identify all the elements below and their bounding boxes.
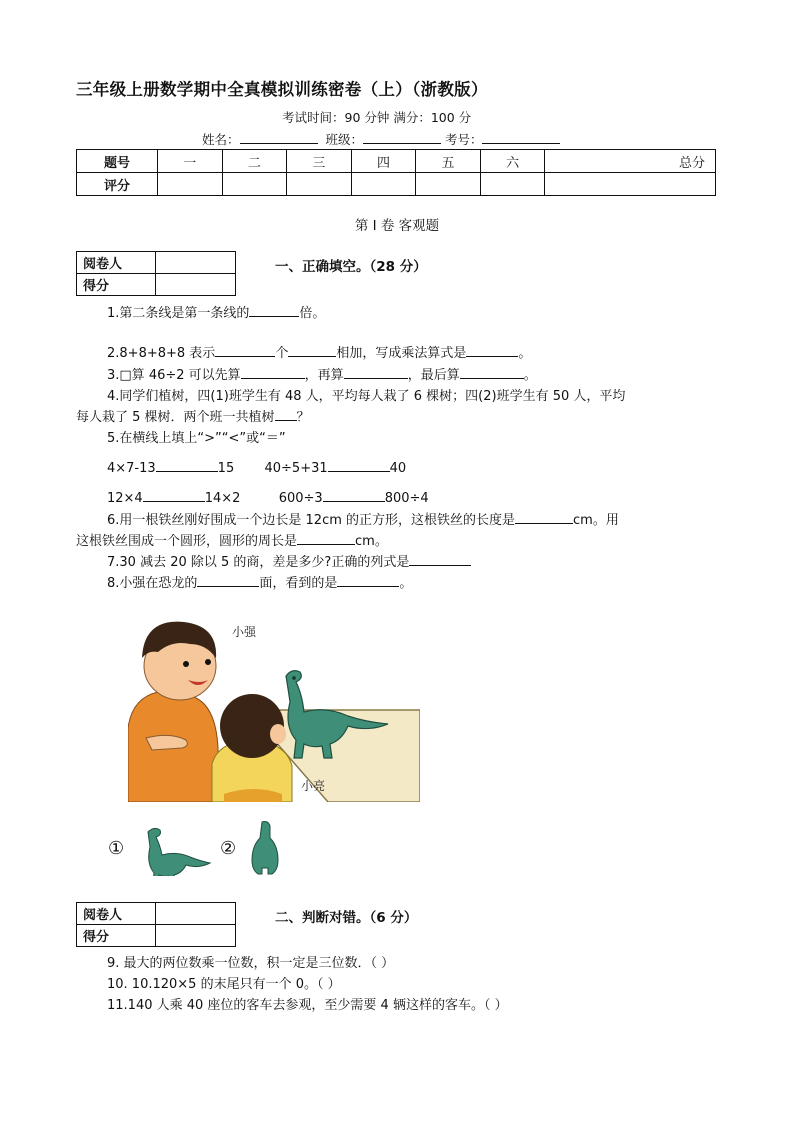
q5-expr: 15 [217, 461, 235, 476]
score-cell[interactable] [416, 173, 481, 196]
section1-title: 一、正确填空。（28 分） [275, 259, 427, 275]
number-blank[interactable] [482, 130, 560, 144]
volume-title: 第 I 卷 客观题 [354, 218, 440, 234]
q5-expr: 4×7-13 [107, 461, 156, 476]
q4-text-end: ？ [296, 410, 310, 425]
question-3 [107, 364, 537, 383]
row-label: 题号 [77, 150, 158, 173]
q4-blank[interactable] [275, 408, 297, 421]
q2-text-end: 。 [518, 346, 532, 361]
score-label: 得分 [77, 925, 156, 947]
col-header: 总分 [545, 150, 716, 173]
score-cell[interactable] [480, 173, 545, 196]
score-table [76, 149, 716, 196]
q2-text: 2.8+8+8+8 表示 [107, 346, 216, 361]
q5-expr: 800÷4 [384, 491, 429, 506]
q7-text: 7.30 减去 20 除以 5 的商，差是多少?正确的列式是 [107, 555, 410, 570]
section2-title: 二、判断对错。（6 分） [275, 910, 418, 926]
question-7 [107, 551, 471, 570]
reviewer-label: 阅卷人 [77, 903, 156, 925]
reviewer-label: 阅卷人 [77, 252, 156, 274]
q7-blank[interactable] [409, 553, 471, 566]
score-cell[interactable] [351, 173, 416, 196]
q6-text: 6.用一根铁丝刚好围成一个边长是 12cm 的正方形，这根铁丝的长度是 [107, 513, 516, 528]
score-table-header-row [77, 150, 716, 173]
name-blank[interactable] [240, 130, 318, 144]
q5-blank[interactable] [143, 489, 205, 502]
option-1-marker[interactable]: ① [108, 838, 125, 859]
class-label: 班级： [325, 132, 363, 147]
score-cell[interactable] [545, 173, 716, 196]
student-info [202, 130, 560, 148]
score-cell[interactable] [156, 925, 236, 947]
q6-blank-1[interactable] [515, 511, 573, 524]
question-8 [107, 572, 412, 591]
q6-text: cm。用 [573, 513, 619, 528]
label-xiaoliang: 小亮 [301, 779, 326, 793]
q3-blank-2[interactable] [344, 366, 408, 379]
class-blank[interactable] [363, 130, 441, 144]
score-cell[interactable] [156, 274, 236, 296]
question-11: 11.140 人乘 40 座位的客车去参观，至少需要 4 辆这样的客车。（ ） [107, 998, 508, 1013]
q3-text: ，最后算 [407, 368, 460, 383]
score-cell[interactable] [287, 173, 352, 196]
score-cell[interactable] [222, 173, 287, 196]
grader-box-2 [76, 902, 236, 947]
q8-text: 面，看到的是 [259, 576, 338, 591]
q4-text: 每人栽了 5 棵树．两个班一共植树 [76, 410, 275, 425]
q8-blank-1[interactable] [197, 574, 259, 587]
q3-blank-3[interactable] [460, 366, 524, 379]
question-4-line-2 [76, 406, 310, 425]
number-label: 考号： [444, 132, 483, 147]
q6-text: cm。 [355, 534, 388, 549]
q5-blank[interactable] [323, 489, 385, 502]
question-5-row-2 [107, 489, 429, 506]
grader-box-1 [76, 251, 236, 296]
question-9: 9. 最大的两位数乘一位数，积一定是三位数．（ ） [107, 956, 395, 971]
q2-text: 相加，写成乘法算式是 [336, 346, 467, 361]
option-2-dinosaur-back-view[interactable] [250, 820, 280, 876]
col-header: 五 [416, 150, 481, 173]
dinosaur-back-icon [250, 820, 280, 876]
q3-text: ，再算 [304, 368, 344, 383]
q3-text: 3.□算 46÷2 可以先算 [107, 368, 241, 383]
reviewer-cell[interactable] [156, 252, 236, 274]
q5-expr: 12×4 [107, 491, 143, 506]
q1-blank[interactable] [249, 304, 299, 317]
question-6-line-1 [107, 509, 619, 528]
q6-blank-2[interactable] [297, 532, 355, 545]
question-6-line-2 [76, 530, 388, 549]
option-1-dinosaur-side-view[interactable] [140, 824, 212, 876]
question-10: 10. 10.120×5 的末尾只有一个 0。（ ） [107, 977, 341, 992]
q6-text: 这根铁丝围成一个圆形，圆形的周长是 [76, 534, 298, 549]
row-label: 评分 [77, 173, 158, 196]
option-2-marker[interactable]: ② [220, 838, 237, 859]
q5-expr: 14×2 [204, 491, 241, 506]
col-header: 六 [480, 150, 545, 173]
q8-text: 8.小强在恐龙的 [107, 576, 198, 591]
q2-blank-1[interactable] [215, 344, 275, 357]
exam-title: 三年级上册数学期中全真模拟训练密卷（上）（浙教版） [76, 80, 488, 99]
q5-expr: 600÷3 [278, 491, 323, 506]
exam-info: 考试时间：90 分钟 满分：100 分 [282, 110, 472, 125]
score-label: 得分 [77, 274, 156, 296]
q3-text-end: 。 [523, 368, 537, 383]
illustration-svg [128, 618, 420, 802]
col-header: 一 [158, 150, 223, 173]
score-cell[interactable] [158, 173, 223, 196]
q2-blank-3[interactable] [466, 344, 518, 357]
col-header: 三 [287, 150, 352, 173]
question-5-row-1 [107, 459, 406, 476]
score-table-score-row [77, 173, 716, 196]
question-4-line-1: 4.同学们植树，四(1)班学生有 48 人，平均每人栽了 6 棵树；四(2)班学生有 50 人，平均 [107, 389, 626, 404]
q5-blank[interactable] [328, 459, 390, 472]
q1-text: 1.第二条线是第一条线的 [107, 306, 250, 321]
dinosaur-side-icon [140, 824, 212, 876]
q3-blank-1[interactable] [241, 366, 305, 379]
q8-blank-2[interactable] [337, 574, 399, 587]
col-header: 四 [351, 150, 416, 173]
q1-text-end: 倍。 [299, 306, 326, 321]
q2-text: 个 [275, 346, 289, 361]
col-header: 二 [222, 150, 287, 173]
q8-text-end: 。 [399, 576, 413, 591]
question-2 [107, 342, 531, 361]
name-label: 姓名： [202, 132, 240, 147]
q2-blank-2[interactable] [288, 344, 336, 357]
reviewer-cell[interactable] [156, 903, 236, 925]
question-1 [107, 302, 325, 321]
q5-blank[interactable] [156, 459, 218, 472]
question-5: 5.在横线上填上“>”“<”或“＝” [107, 431, 286, 446]
q5-expr: 40 [389, 461, 407, 476]
label-xiaoqiang: 小强 [232, 625, 257, 639]
illustration-boys-and-dinosaur [128, 618, 420, 802]
boy-xiaoqiang [128, 622, 218, 802]
q5-expr: 40÷5+31 [264, 461, 328, 476]
